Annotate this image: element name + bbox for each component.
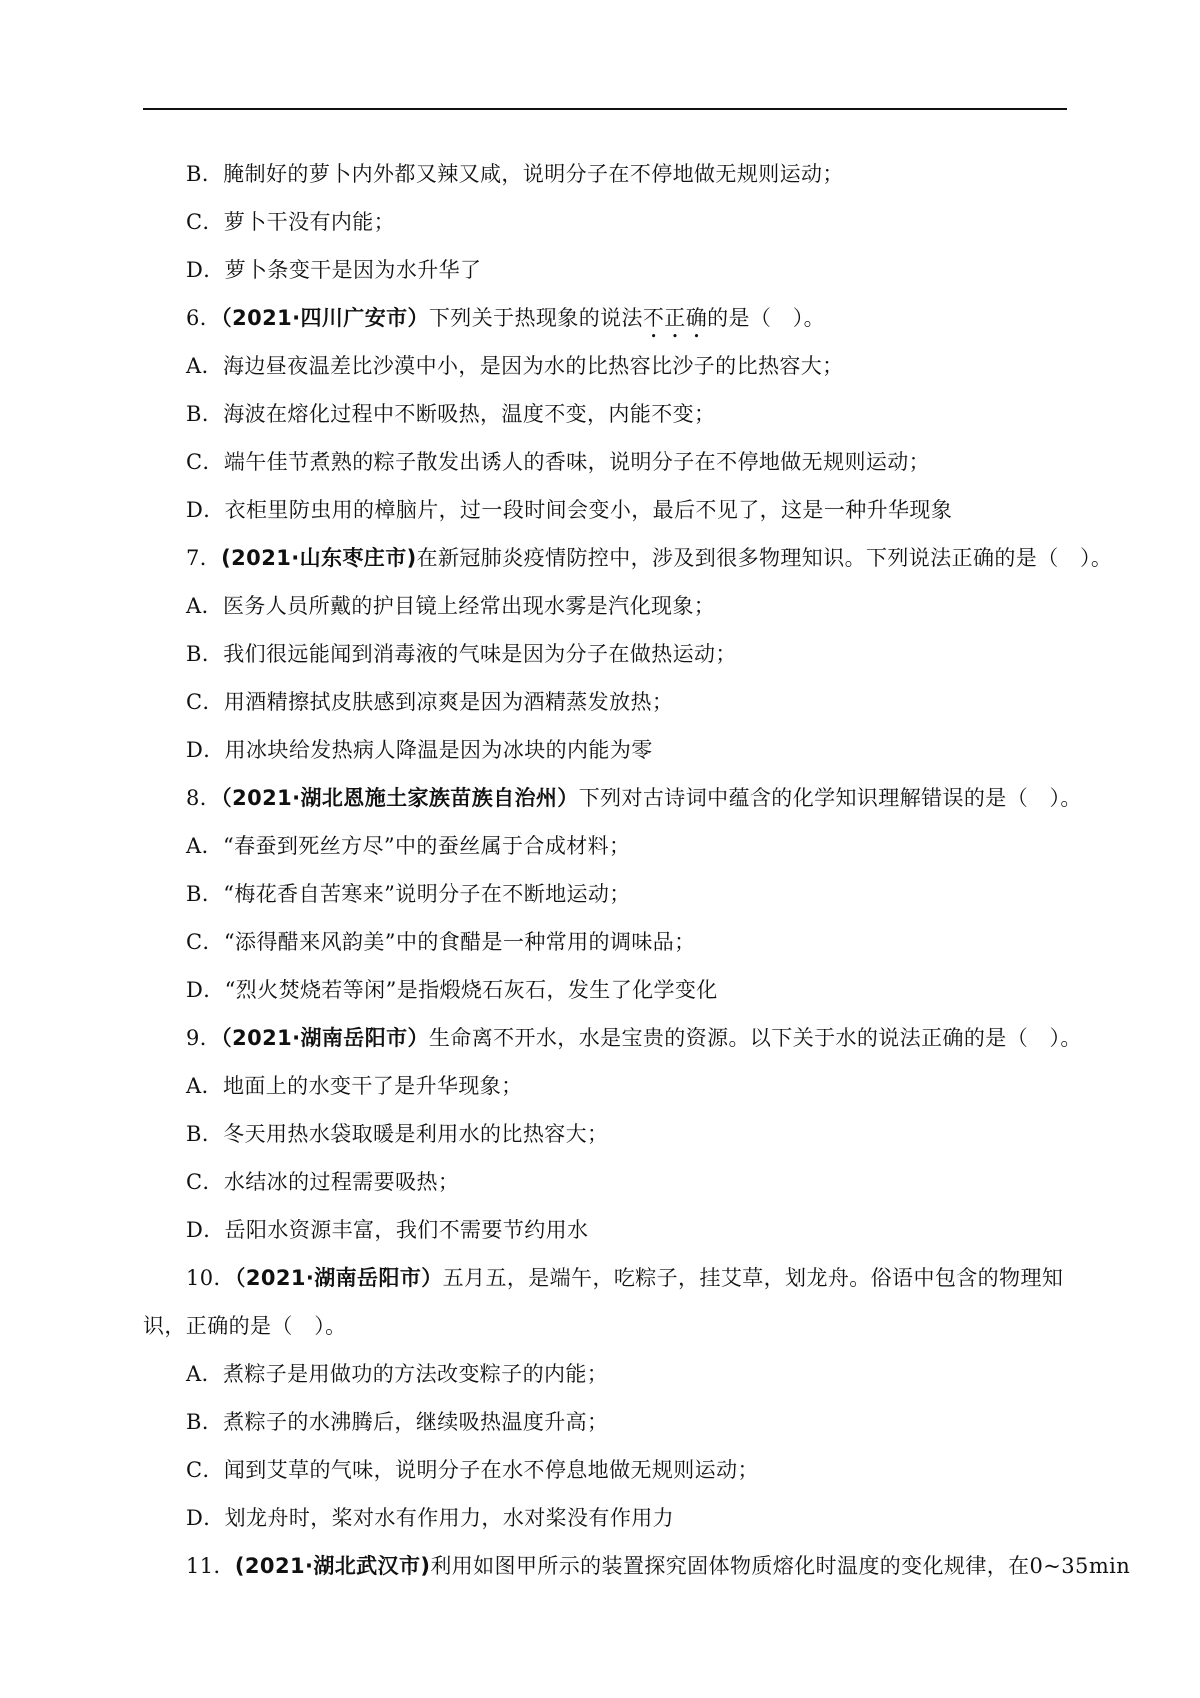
- q8-option-c: C．“添得醋来风韵美”中的食醋是一种常用的调味品；: [186, 930, 696, 954]
- stem-line-2: 识，正确的是（ ）。: [143, 1314, 347, 1338]
- question-number: 7．: [186, 546, 222, 570]
- q5-option-d: D．萝卜条变干是因为水升华了: [186, 258, 482, 282]
- question-number: 9．: [186, 1026, 222, 1050]
- q9-option-b: B．冬天用热水袋取暖是利用水的比热容大；: [186, 1122, 609, 1146]
- question-source: （2021·湖南岳阳市）: [234, 1266, 443, 1290]
- question-number: 6．: [186, 306, 222, 330]
- q9-option-d: D．岳阳水资源丰富，我们不需要节约用水: [186, 1218, 589, 1242]
- question-number: 10．: [186, 1266, 235, 1290]
- q6-option-b: B．海波在熔化过程中不断吸热，温度不变，内能不变；: [186, 402, 716, 426]
- document-body: [143, 150, 1131, 1590]
- q8-option-d: D．“烈火焚烧若等闲”是指煅烧石灰石，发生了化学变化: [186, 978, 718, 1002]
- stem-text: 利用如图甲所示的装置探究固体物质熔化时温度的变化规律，在0~35min: [430, 1554, 1131, 1578]
- q10-option-c: C．闻到艾草的气味，说明分子在水不停息地做无规则运动；: [186, 1458, 759, 1482]
- question-source: （2021·湖南岳阳市）: [221, 1026, 429, 1050]
- question-8-stem: [186, 774, 1082, 822]
- stem-line-1: [186, 1254, 1076, 1302]
- question-11-stem: [186, 1542, 1131, 1590]
- q10-option-a: A．煮粽子是用做功的方法改变粽子的内能；: [186, 1362, 609, 1386]
- question-source: (2021·湖北武汉市): [234, 1554, 431, 1578]
- q9-option-c: C．水结冰的过程需要吸热；: [186, 1170, 460, 1194]
- question-7-stem: [186, 534, 1113, 582]
- question-source: (2021·山东枣庄市): [221, 546, 417, 570]
- stem-text: 五月五，是端午，吃粽子，挂艾草，划龙舟。俗语中包含的物理知: [442, 1266, 1064, 1290]
- q10-option-b: B．煮粽子的水沸腾后，继续吸热温度升高；: [186, 1410, 609, 1434]
- q5-option-c: C．萝卜干没有内能；: [186, 210, 396, 234]
- question-source: （2021·湖北恩施土家族苗族自治州）: [221, 786, 579, 810]
- q6-option-a: A．海边昼夜温差比沙漠中小，是因为水的比热容比沙子的比热容大；: [186, 354, 844, 378]
- question-source: （2021·四川广安市）: [221, 306, 429, 330]
- q8-option-a: A．“春蚕到死丝方尽”中的蚕丝属于合成材料；: [186, 834, 631, 858]
- q6-option-d: D．衣柜里防虫用的樟脑片，过一段时间会变小，最后不见了，这是一种升华现象: [186, 498, 953, 522]
- q7-option-c: C．用酒精擦拭皮肤感到凉爽是因为酒精蒸发放热；: [186, 690, 674, 714]
- q7-option-b: B．我们很远能闻到消毒液的气味是因为分子在做热运动；: [186, 642, 737, 666]
- question-number: 8．: [186, 786, 222, 810]
- q5-option-b: B．腌制好的萝卜内外都又辣又咸，说明分子在不停地做无规则运动；: [186, 162, 844, 186]
- question-6-stem: [186, 294, 1076, 342]
- stem-text: 在新冠肺炎疫情防控中，涉及到很多物理知识。下列说法正确的是（ ）。: [416, 546, 1113, 570]
- stem-text: 下列关于热现象的说法: [428, 306, 643, 330]
- question-10-stem: [143, 1254, 1076, 1350]
- q7-option-d: D．用冰块给发热病人降温是因为冰块的内能为零: [186, 738, 653, 762]
- header-rule: [143, 108, 1067, 110]
- q7-option-a: A．医务人员所戴的护目镜上经常出现水雾是汽化现象；: [186, 594, 716, 618]
- question-9-stem: [186, 1014, 1082, 1062]
- q8-option-b: B．“梅花香自苦寒来”说明分子在不断地运动；: [186, 882, 631, 906]
- q9-option-a: A．地面上的水变干了是升华现象；: [186, 1074, 523, 1098]
- q10-option-d: D．划龙舟时，桨对水有作用力，水对桨没有作用力: [186, 1506, 675, 1530]
- stem-text: 的是（ ）。: [707, 306, 826, 330]
- stem-text: 生命离不开水，水是宝贵的资源。以下关于水的说法正确的是（ ）。: [428, 1026, 1082, 1050]
- stem-emphasis: 不正确: [642, 306, 708, 330]
- q6-option-c: C．端午佳节煮熟的粽子散发出诱人的香味，说明分子在不停地做无规则运动；: [186, 450, 931, 474]
- stem-text: 下列对古诗词中蕴含的化学知识理解错误的是（ ）。: [578, 786, 1082, 810]
- question-number: 11．: [186, 1554, 235, 1578]
